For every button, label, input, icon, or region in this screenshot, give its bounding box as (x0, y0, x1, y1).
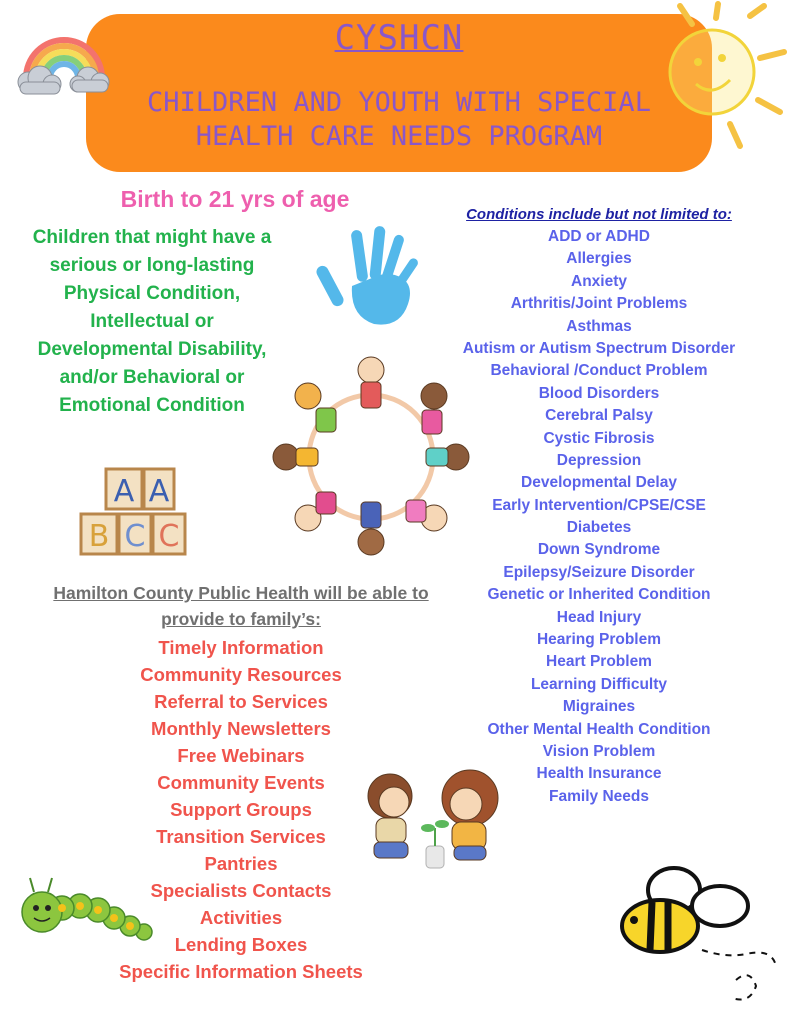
condition-item: Epilepsy/Seizure Disorder (503, 563, 695, 581)
condition-item: Hearing Problem (536, 631, 662, 649)
children-description-line: Children that might have a (32, 227, 272, 248)
service-item: Activities (199, 907, 283, 928)
handprint-icon (322, 226, 422, 330)
condition-item: Arthritis/Joint Problems (510, 295, 688, 313)
children-description-line: Physical Condition, (63, 283, 241, 304)
condition-item: Anxiety (571, 272, 627, 290)
condition-item: Vision Problem (542, 742, 656, 760)
children-description-line: Intellectual or (90, 311, 214, 332)
condition-item: Developmental Delay (521, 474, 677, 492)
condition-item: Genetic or Inherited Condition (487, 586, 711, 604)
condition-item: Family Needs (549, 787, 649, 805)
service-item: Community Events (157, 772, 325, 793)
condition-item: Early Intervention/CPSE/CSE (492, 496, 706, 514)
condition-item: Migraines (562, 698, 636, 716)
age-range: Birth to 21 yrs of age (120, 186, 350, 212)
program-title-line-1: CHILDREN AND YOUTH WITH SPECIAL (147, 87, 651, 118)
services-heading-line-2: provide to family’s: (161, 609, 321, 629)
kids-planting-illustration (354, 762, 514, 874)
caterpillar-icon (16, 874, 156, 944)
service-item: Timely Information (158, 637, 324, 658)
condition-item: Head Injury (556, 608, 642, 626)
block-letter: A (148, 474, 170, 509)
service-item: Monthly Newsletters (151, 718, 331, 739)
condition-item: Blood Disorders (538, 384, 660, 402)
block-letter: C (124, 519, 146, 554)
bee-icon (616, 862, 786, 1012)
condition-item: Down Syndrome (537, 541, 661, 559)
block-letter: A (113, 474, 135, 509)
program-title (86, 86, 712, 154)
children-description-line: Emotional Condition (59, 395, 245, 416)
children-description-line: Developmental Disability, (37, 339, 267, 360)
service-item: Specific Information Sheets (119, 961, 363, 982)
services-heading-line-1: Hamilton County Public Health will be able to (53, 583, 429, 603)
services-heading (20, 580, 462, 632)
condition-item: Autism or Autism Spectrum Disorder (462, 339, 736, 357)
condition-item: Diabetes (566, 519, 632, 537)
sun-icon (660, 0, 790, 150)
condition-item: Allergies (566, 250, 632, 268)
service-item: Community Resources (140, 664, 342, 685)
condition-item: Heart Problem (546, 653, 652, 671)
service-item: Referral to Services (154, 691, 328, 712)
condition-item: Asthmas (566, 317, 632, 335)
service-item: Free Webinars (177, 745, 305, 766)
condition-item: ADD or ADHD (548, 228, 650, 245)
children-description-line: serious or long-lasting (49, 255, 255, 276)
condition-item: Other Mental Health Condition (487, 720, 711, 738)
children-description-line: and/or Behavioral or (59, 367, 245, 388)
service-item: Support Groups (170, 799, 312, 820)
condition-item: Health Insurance (536, 765, 662, 783)
service-item: Specialists Contacts (150, 880, 332, 901)
conditions-heading: Conditions include but not limited to: (466, 206, 732, 223)
condition-item: Cerebral Palsy (545, 407, 653, 425)
service-item: Transition Services (156, 826, 326, 847)
program-title-line-2: HEALTH CARE NEEDS PROGRAM (195, 121, 603, 152)
abc-blocks-icon (78, 466, 188, 558)
children-description (12, 224, 292, 420)
rainbow-cloud-icon (14, 8, 114, 103)
condition-item: Behavioral /Conduct Problem (490, 362, 708, 380)
condition-item: Cystic Fibrosis (543, 429, 655, 447)
conditions-list (440, 226, 758, 808)
condition-item: Learning Difficulty (530, 675, 668, 693)
condition-item: Depression (556, 451, 642, 469)
block-letter: B (88, 519, 110, 554)
program-acronym: CYSHCN (334, 18, 464, 58)
block-letter: C (158, 519, 180, 554)
service-item: Lending Boxes (174, 934, 308, 955)
service-item: Pantries (204, 853, 278, 874)
